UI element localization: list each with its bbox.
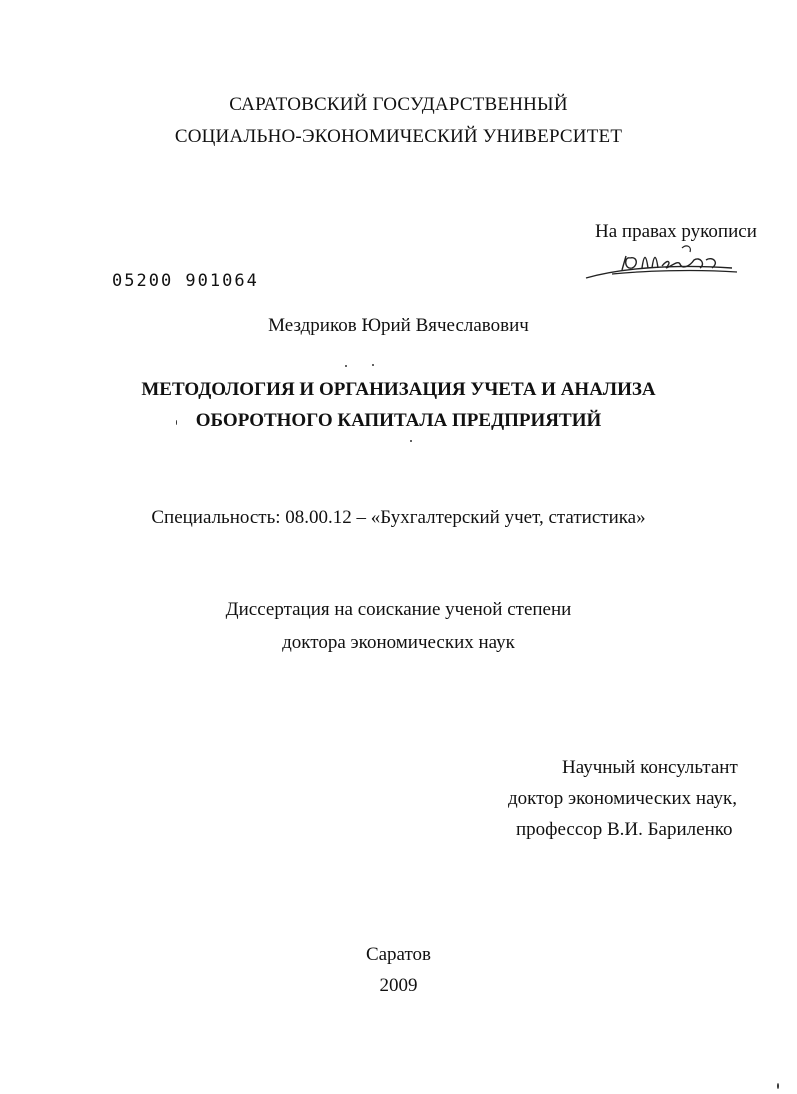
university-name-line2: СОЦИАЛЬНО-ЭКОНОМИЧЕСКИЙ УНИВЕРСИТЕТ xyxy=(174,126,623,147)
consultant-name: профессор В.И. Бариленко xyxy=(516,819,733,840)
scan-speck xyxy=(410,440,412,442)
consultant-label: Научный консультант xyxy=(562,757,738,778)
registry-code: 05200 901064 xyxy=(112,271,259,291)
author-name: Мездриков Юрий Вячеславович xyxy=(268,315,529,336)
degree-line2: доктора экономических наук xyxy=(282,632,515,653)
dissertation-title-line2: ОБОРОТНОГО КАПИТАЛА ПРЕДПРИЯТИЙ xyxy=(195,410,602,431)
degree-line1: Диссертация на соискание ученой степени xyxy=(225,599,572,620)
dissertation-title-line1: МЕТОДОЛОГИЯ И ОРГАНИЗАЦИЯ УЧЕТА И АНАЛИЗА xyxy=(141,379,656,400)
scan-speck xyxy=(345,365,347,367)
signature xyxy=(582,238,742,288)
university-name-line1: САРАТОВСКИЙ ГОСУДАРСТВЕННЫЙ xyxy=(229,94,568,115)
year: 2009 xyxy=(379,975,418,996)
scan-speck xyxy=(777,1083,779,1089)
consultant-degree: доктор экономических наук, xyxy=(508,788,738,809)
specialty: Специальность: 08.00.12 – «Бухгалтерский учет, статистика» xyxy=(151,507,646,528)
manuscript-note: На правах рукописи xyxy=(595,221,757,242)
scan-speck xyxy=(372,364,374,366)
city: Саратов xyxy=(365,944,432,965)
